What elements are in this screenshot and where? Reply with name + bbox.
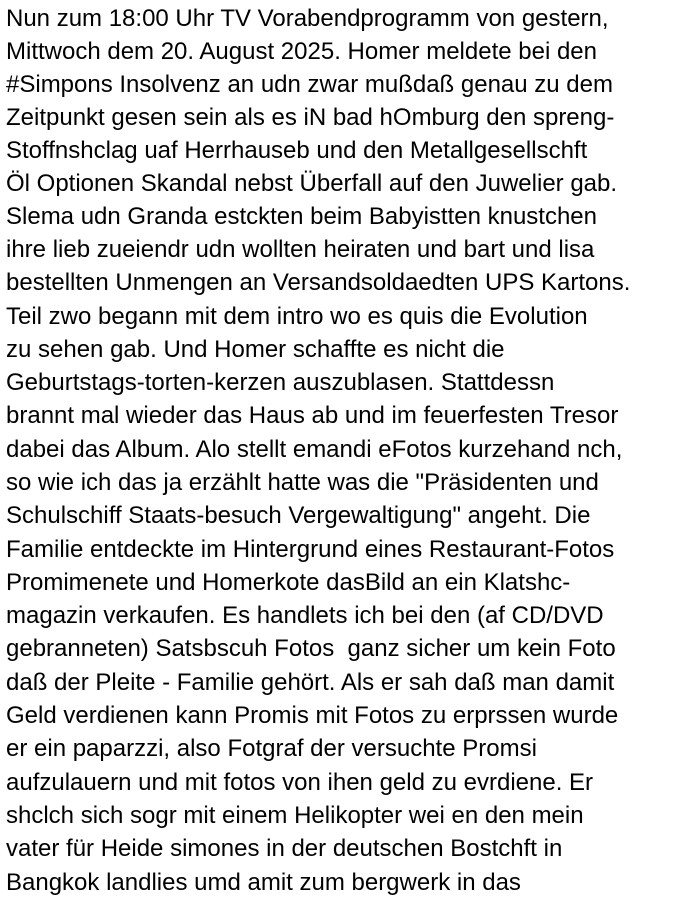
text-line: zu sehen gab. Und Homer schaffte es nicht die	[6, 336, 505, 363]
text-line: Promimenete und Homerkote dasBild an ein Klatshc-	[6, 569, 571, 596]
text-line: Slema udn Granda estckten beim Babyistten knustchen	[6, 203, 597, 230]
text-line: Geburtstags-torten-kerzen auszublasen. Stattdessn	[6, 369, 555, 396]
text-line: Mittwoch dem 20. August 2025. Homer meldete bei den	[6, 38, 597, 65]
text-line: dabei das Album. Alo stellt emandi eFotos kurzehand nch,	[6, 436, 623, 463]
text-line: vater für Heide simones in der deutschen Bostchft in	[6, 835, 563, 862]
text-line: Zeitpunkt gesen sein als es iN bad hOmburg den spreng-	[6, 104, 615, 131]
text-line: so wie ich das ja erzählt hatte was die "Präsidenten und	[6, 469, 599, 496]
text-line: Öl Optionen Skandal nebst Überfall auf den Juwelier gab.	[6, 170, 618, 197]
text-line: Teil zwo begann mit dem intro wo es quis die Evolution	[6, 303, 588, 330]
text-line: Stoffnshclag uaf Herrhauseb und den Metallgesellschft	[6, 137, 588, 164]
text-line: er ein paparzzi, also Fotgraf der versuchte Promsi	[6, 735, 537, 762]
text-line: Geld verdienen kann Promis mit Fotos zu erprssen wurde	[6, 702, 619, 729]
text-line: bestellten Unmengen an Versandsoldaedten UPS Kartons.	[6, 269, 631, 296]
text-line: Bangkok landlies umd amit zum bergwerk in das	[6, 869, 521, 896]
text-line: Nun zum 18:00 Uhr TV Vorabendprogramm von gestern,	[6, 5, 609, 32]
text-line: ihre lieb zueiendr udn wollten heiraten und bart und lisa	[6, 236, 595, 263]
text-line: daß der Pleite - Familie gehört. Als er sah daß man damit	[6, 669, 615, 696]
text-line: aufzulauern und mit fotos von ihen geld zu evrdiene. Er	[6, 769, 594, 796]
text-line: brannt mal wieder das Haus ab und im feuerfesten Tresor	[6, 402, 619, 429]
text-line: magazin verkaufen. Es handlets ich bei den (af CD/DVD	[6, 602, 604, 629]
text-line: gebranneten) Satsbscuh Fotos ganz sicher um kein Foto	[6, 635, 616, 662]
text-line: shclch sich sogr mit einem Helikopter wei en den mein	[6, 802, 584, 829]
text-line: Familie entdeckte im Hintergrund eines Restaurant-Fotos	[6, 536, 615, 563]
text-line: Schulschiff Staats-besuch Vergewaltigung" angeht. Die	[6, 502, 591, 529]
text-line: #Simpons Insolvenz an udn zwar mußdaß genau zu dem	[6, 71, 613, 98]
